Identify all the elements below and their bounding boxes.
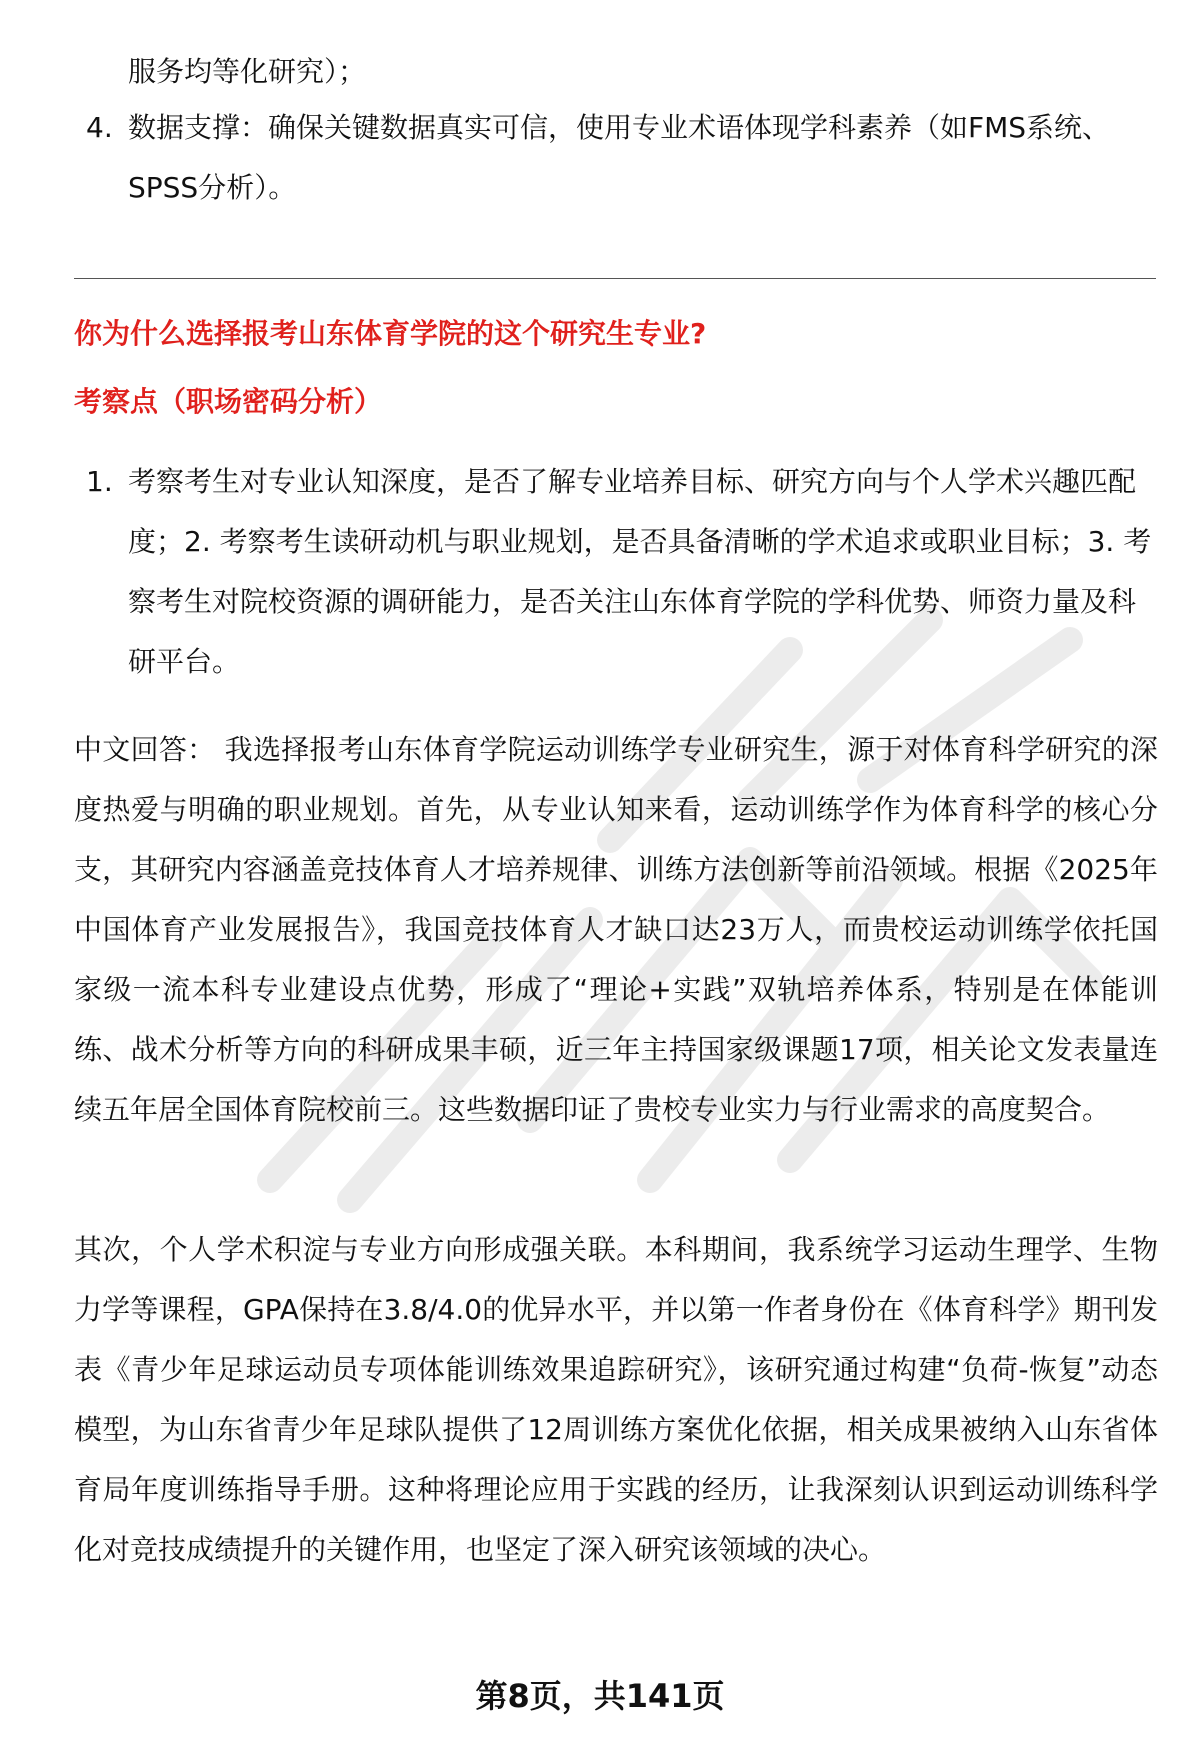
answer-paragraph-2: 其次，个人学术积淀与专业方向形成强关联。本科期间，我系统学习运动生理学、生物力学等课程，GPA保持在3.8/4.0的优异水平，并以第一作者身份在《体育科学》期刊发表《青少年足球运动员专项体能训练效果追踪研究》，该研究通过构建“负荷-恢复”动态模型，为山东省青少年足球队提供了12周训练方案优化依据，相关成果被纳入山东省体育局年度训练指导手册。这种将理论应用于实践的经历，让我深刻认识到运动训练科学化对竞技成绩提升的关键作用，也坚定了深入研究该领域的决心。	[74, 1233, 1158, 1566]
list-number: 1.	[86, 465, 113, 498]
list-item-text: 考察考生对专业认知深度，是否了解专业培养目标、研究方向与个人学术兴趣匹配度；2. 考察考生读研动机与职业规划，是否具备清晰的学术追求或职业目标；3. 考察考生对院校资源的调研能力，是否关注山东体育学院的学科优势、师资力量及科研平台。	[128, 465, 1152, 678]
numbered-list-top	[74, 98, 1154, 218]
numbered-list-points	[74, 452, 1154, 692]
continuation-line: 服务均等化研究）；	[128, 55, 367, 88]
answer-paragraph-1: 中文回答： 我选择报考山东体育学院运动训练学专业研究生，源于对体育科学研究的深度热爱与明确的职业规划。首先，从专业认知来看，运动训练学作为体育科学的核心分支，其研究内容涵盖竞技体育人才培养规律、训练方法创新等前沿领域。根据《2025年中国体育产业发展报告》，我国竞技体育人才缺口达23万人，而贵校运动训练学依托国家级一流本科专业建设点优势，形成了“理论+实践”双轨培养体系，特别是在体能训练、战术分析等方向的科研成果丰硕，近三年主持国家级课题17项，相关论文发表量连续五年居全国体育院校前三。这些数据印证了贵校专业实力与行业需求的高度契合。	[74, 733, 1158, 1126]
list-item-text: 数据支撑：确保关键数据真实可信，使用专业术语体现学科素养（如FMS系统、SPSS分析）。	[128, 111, 1111, 204]
section-divider	[74, 278, 1156, 279]
question-heading: 你为什么选择报考山东体育学院的这个研究生专业?	[74, 317, 707, 350]
page-number: 第8页，共141页	[475, 1677, 725, 1715]
list-item	[74, 452, 1154, 692]
list-item	[74, 98, 1154, 218]
points-heading: 考察点（职场密码分析）	[74, 385, 383, 418]
list-number: 4.	[86, 111, 113, 144]
